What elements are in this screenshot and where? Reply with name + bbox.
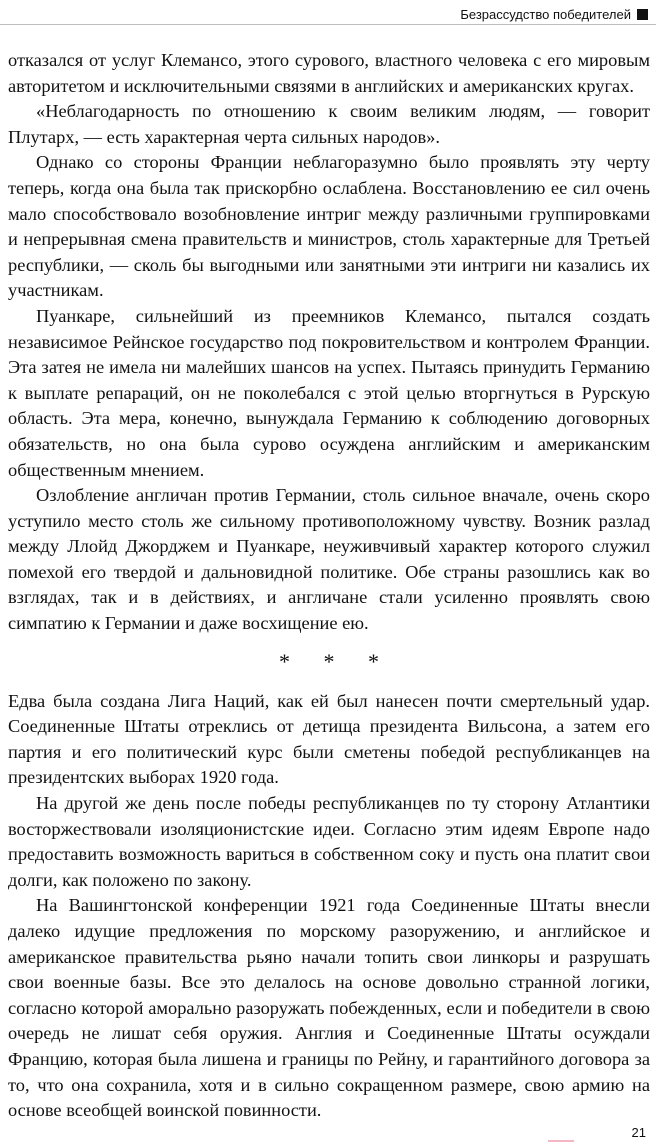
black-square-icon — [637, 9, 648, 20]
page-number: 21 — [631, 1125, 646, 1140]
paragraph: На Вашингтонской конференции 1921 года Соединенные Штаты внесли далеко идущие предложения по морскому разоружению, и английское и американское правительства рьяно начали топить свои линкоры и разрушать свои военные базы. Все это делалось на основе довольно странной логики, согласно которой аморально разоружать побежденных, если и победители в свою очередь не лишат себя оружия. Англия и Соединенные Штаты осуждали Францию, которая была лишена и границы по Рейну, и гарантийного договора за то, что она сохранила, хотя и в сильно сокращенном размере, свою армию на основе всеобщей воинской повинности. — [8, 895, 650, 1121]
running-head — [460, 6, 648, 22]
running-title: Безрассудство победителей — [460, 6, 631, 22]
footer-mark — [548, 1140, 574, 1142]
paragraph: отказался от услуг Клемансо, этого сурового, властного человека с его мировым авторитетом и исключительными связями в английских и американских кругах. — [8, 50, 650, 96]
body-text — [8, 48, 650, 1124]
paragraph: «Неблагодарность по отношению к своим великим людям, — говорит Плутарх, — есть характерная черта сильных народов». — [8, 101, 650, 147]
paragraph: На другой же день после победы республиканцев по ту сторону Атлантики восторжествовали изоляционистские идеи. Согласно этим идеям Европе надо предоставить возможность вариться в собственном соку и пусть она платит свои долги, как положено по закону. — [8, 793, 650, 890]
paragraph: Едва была создана Лига Наций, как ей был нанесен почти смертельный удар. Соединенные Штаты отреклись от детища президента Вильсона, а затем его партия и его политический курс были сметены победой республиканцев на президентских выборах 1920 года. — [8, 690, 650, 788]
header-divider — [0, 24, 656, 25]
paragraph: Однако со стороны Франции неблагоразумно было проявлять эту черту теперь, когда она была так прискорбно ослаблена. Восстановлению ее сил очень мало способствовало возобновление интриг между различными группировками и непрерывная смена правительств и министров, столь характерные для Третьей республики, — сколь бы выгодными или занятными эти интриги ни казались их участникам. — [8, 152, 650, 301]
paragraph: Озлобление англичан против Германии, столь сильное вначале, очень скоро уступило место столь же сильному противоположному чувству. Возник разлад между Ллойд Джорджем и Пуанкаре, неуживчивый характер которого служил помехой его твердой и дальновидной политике. Обе страны разошлись как во взглядах, так и в действиях, и англичане стали усиленно проявлять свою симпатию к Германии и даже восхищение ею. — [8, 485, 650, 634]
section-separator: * * * — [279, 648, 393, 674]
paragraph: Пуанкаре, сильнейший из преемников Клемансо, пытался создать независимое Рейнское государство под покровительством и контролем Франции. Эта затея не имела ни малейших шансов на успех. Пытаясь принудить Германию к выплате репараций, он не поколебался с этой целью вторгнуться в Рурскую область. Эта мера, конечно, вынуждала Германию к соблюдению договорных обязательств, но она была сурово осуждена английским и американским общественным мнением. — [8, 305, 650, 480]
